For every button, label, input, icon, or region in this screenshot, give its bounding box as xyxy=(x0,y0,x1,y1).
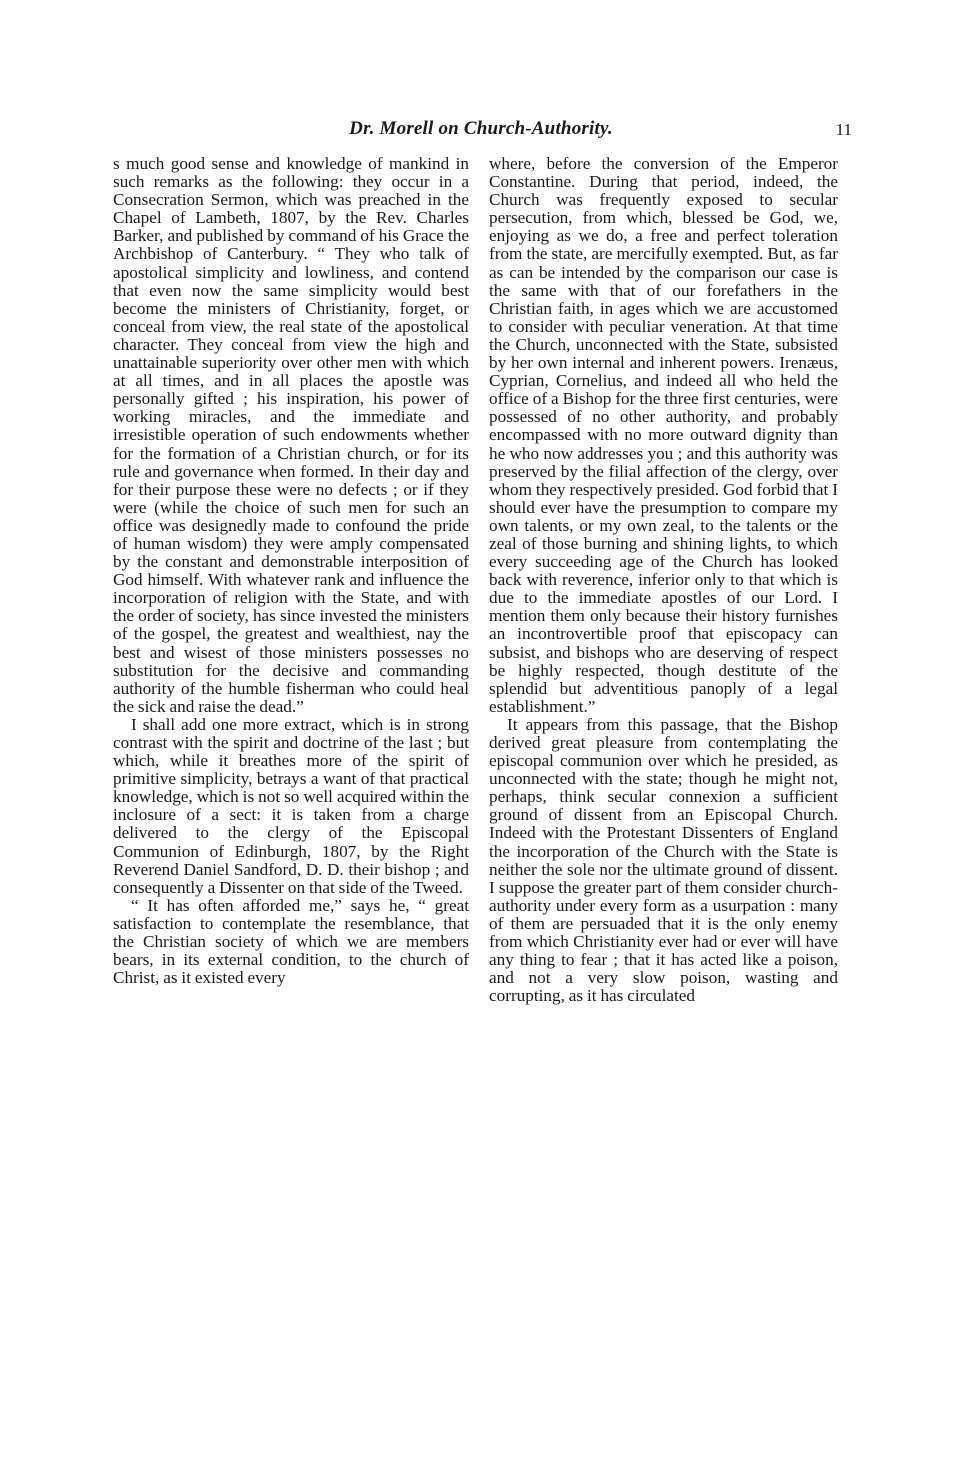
right-paragraph-1: where, before the conversion of the Emperor Constantine. During that period, indeed, the Church was frequently exposed to secular persecution, from which, blessed be God, we, enjoying as we do, a free and perfect toleration from the state, are mercifully exempted. But, as far as can be intended by the comparison our case is the same with that of our forefathers in the Christian faith, in ages which we are accustomed to consider with peculiar veneration. At that time the Church, unconnected with the State, subsisted by her own internal and inherent powers. Irenæus, Cyprian, Cornelius, and indeed all who held the office of a Bishop for the three first centuries, were possessed of no other authority, and probably encompassed with no more outward dignity than he who now addresses you ; and this authority was preserved by the filial affection of the clergy, over whom they respectively presided. God forbid that I should ever have the presumption to compare my own talents, or my own zeal, to the talents or the zeal of those burning and shining lights, to which every succeeding age of the Church has looked back with reverence, inferior only to that which is due to the immediate apostles of our Lord. I mention them only because their history furnishes an incontrovertible proof that episcopacy can subsist, and bishops who are deserving of respect be highly respected, though destitute of the splendid but adventitious panoply of a legal establishment.” xyxy=(489,154,838,716)
running-head: Dr. Morell on Church-Authority. xyxy=(349,118,613,139)
page-header xyxy=(110,118,852,142)
left-column xyxy=(113,155,469,987)
left-paragraph-2: I shall add one more extract, which is in strong contrast with the spirit and doctrine of the last ; but which, while it breathes more of the spirit of primitive simplicity, betrays a want of that practical knowledge, which is not so well acquired within the inclosure of a sect: it is taken from a charge delivered to the clergy of the Episcopal Communion of Edinburgh, 1807, by the Right Reverend Daniel Sandford, D. D. their bishop ; and consequently a Dissenter on that side of the Tweed. xyxy=(113,714,469,897)
left-paragraph-3: “ It has often afforded me,” says he, “ great satisfaction to contemplate the resemblance, that the Christian society of which we are members bears, in its external condition, to the church of Christ, as it existed every xyxy=(113,895,469,988)
right-paragraph-2: It appears from this passage, that the Bishop derived great pleasure from contemplating the episcopal communion over which he presided, as unconnected with the state; though he might not, perhaps, think secular connexion a sufficient ground of dissent from an Episcopal Church. Indeed with the Protestant Dissenters of England the incorporation of the Church with the State is neither the sole nor the ultimate ground of dissent. I suppose the greater part of them consider church-authority under every form as a usurpation : many of them are persuaded that it is the only enemy from which Christianity ever had or ever will have any thing to fear ; that it has acted like a poison, and not a very slow poison, wasting and corrupting, as it has circulated xyxy=(489,714,838,1006)
page-number: 11 xyxy=(835,120,852,139)
left-paragraph-1: s much good sense and knowledge of mankind in such remarks as the following: they occur in a Consecration Sermon, which was preached in the Chapel of Lambeth, 1807, by the Rev. Charles Barker, and published by command of his Grace the Archbishop of Canterbury. “ They who talk of apostolical simplicity and lowliness, and contend that even now the same simplicity would best become the ministers of Christianity, forget, or conceal from view, the real state of the apostolical character. They conceal from view the high and unattainable superiority over other men with which at all times, and in all places the apostle was personally gifted ; his inspiration, his power of working miracles, and the immediate and irresistible operation of such endowments whether for the formation of a Christian church, or for its rule and governance when formed. In their day and for their purpose these were no defects ; or if they were (while the choice of such men for such an office was designedly made to confound the pride of human wisdom) they were amply compensated by the constant and demonstrable interposition of God himself. With whatever rank and influence the incorporation of religion with the State, and with the order of society, has since invested the ministers of the gospel, the greatest and wealthiest, nay the best and wisest of those ministers possesses no substitution for the decisive and commanding authority of the humble fisherman who could heal the sick and raise the dead.” xyxy=(113,154,469,716)
right-column xyxy=(489,155,838,1005)
